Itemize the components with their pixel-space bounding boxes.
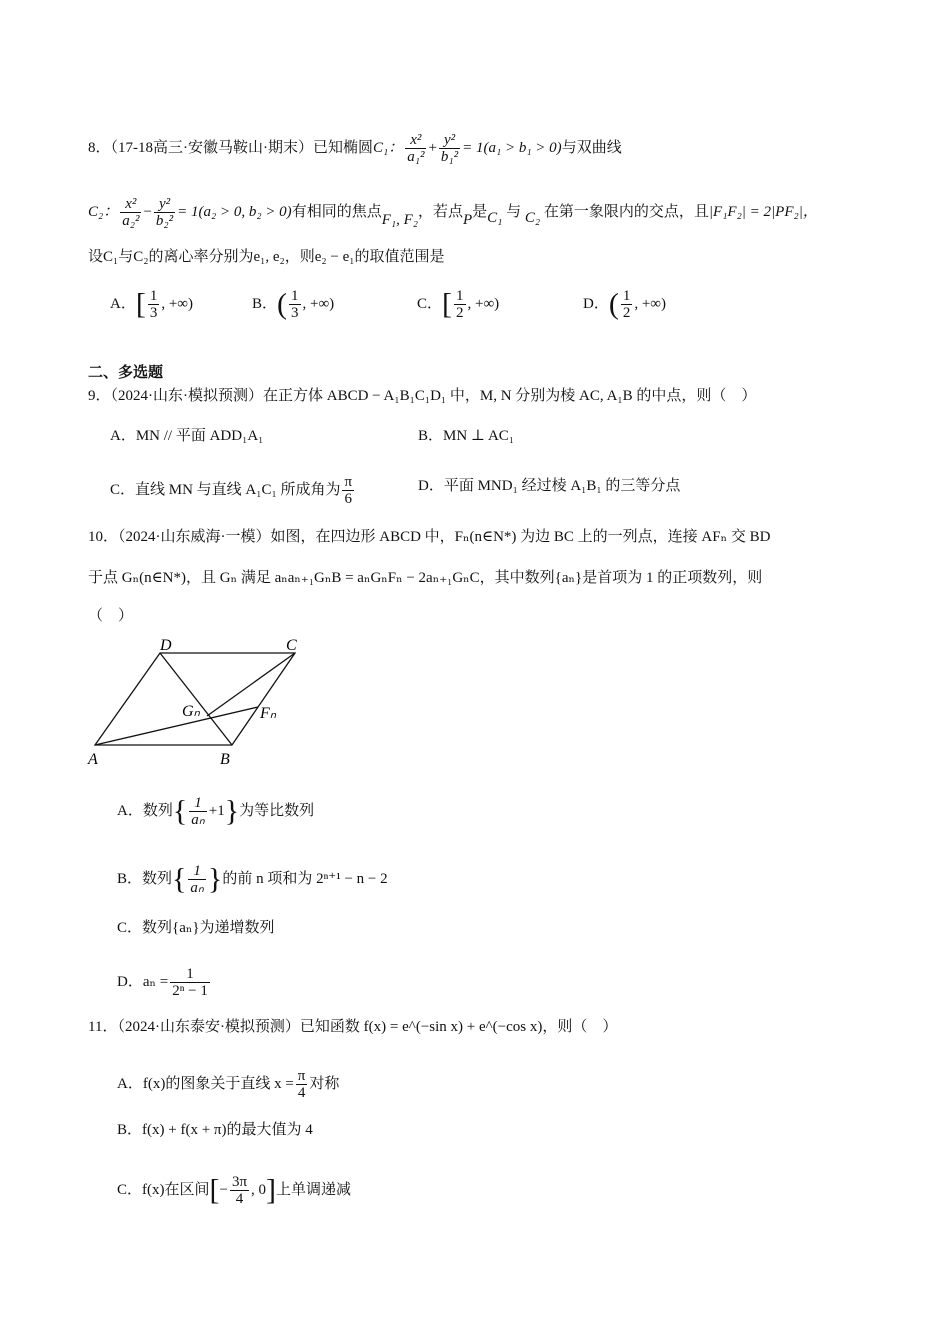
c2-label: C₂： [88,203,119,220]
label: D． [583,295,609,312]
text: 与 [506,203,522,220]
fraction [170,966,210,999]
q10-option-c[interactable]: C．数列{aₙ}为递增数列 [117,920,275,936]
den: 2 [456,305,464,321]
text: +1 [208,802,225,819]
num: y² [154,196,175,213]
q8-line3: 设C₁与C₂的离心率分别为e₁, e₂，则e₂ − e₁的取值范围是 [88,249,445,265]
num: y² [439,132,460,149]
q9-stem: 9．（2024·山东·模拟预测）在正方体 ABCD − A₁B₁C₁D₁ 中，M, N 分别为棱 AC, A₁B 的中点，则（ ） [88,388,757,404]
q11-option-b[interactable]: B．f(x) + f(x + π)的最大值为 4 [117,1122,313,1138]
point-p: P [462,211,473,228]
q10-option-a[interactable]: A．数列{ $\frac{1}{\text{aₙ}}$ +1}为等比数列 [117,794,315,828]
fraction [405,132,426,165]
num: x² [120,196,141,213]
num: π [297,1068,306,1084]
q10-option-d[interactable] [117,966,212,999]
den: b₂² [155,213,174,229]
num: 1 [291,288,299,304]
fraction [188,863,205,896]
q10-option-b[interactable]: B．数列{ $\frac{1}{\text{aₙ}}$ }的前 n 项和为 2ⁿ⁺¹ − n − 2 [117,862,388,896]
text: A．数列 [117,802,173,819]
den: b₁² [440,149,459,165]
fraction [342,474,354,507]
den: a₂² [122,213,140,229]
num: 1 [170,966,210,983]
q11-option-c[interactable]: C．f(x)在区间[− $\frac{3\pi}{4}$ , 0]上单调递减 [117,1173,352,1207]
tail: , +∞) [634,295,666,312]
num: π [344,474,353,490]
text: 在第一象限内的交点，且 [543,203,709,220]
text: ，若点 [417,203,463,220]
label-fn: Fₙ [260,705,277,722]
label-c: C [286,637,297,654]
den: 3 [291,305,299,321]
c1: C₁ [487,209,503,226]
option-b[interactable] [252,288,334,321]
den: 2 [622,305,631,321]
fraction [289,288,301,321]
label: C． [417,295,443,312]
line-gnc [207,653,295,716]
q11-stem: 11．（2024·山东泰安·模拟预测）已知函数 f(x) = e^(−sin x) + e^(−cos x)，则（ ） [88,1019,618,1035]
label-b: B [220,751,230,768]
q9-option-d[interactable]: D．平面 MND₁ 经过棱 A₁B₁ 的三等分点 [418,478,681,494]
q10-stem-1: 10．（2024·山东威海·一模）如图，在四边形 ABCD 中，Fₙ(n∈N*) 为边 BC 上的一列点，连接 AFₙ 交 BD [88,529,771,545]
den: aₙ [191,812,205,828]
q10-stem-3: （ ） [88,608,134,624]
text: 有相同的焦点 [291,203,382,220]
fraction [230,1174,249,1207]
label-gn: Gₙ [182,703,200,720]
den: 4 [297,1085,306,1101]
c2: C₂ [524,209,541,226]
bracket: [ [442,287,453,321]
q8-line1: 8．（17-18高三·安徽马鞍山·期末）已知椭圆C₁： $\frac{\text{x²}}{\text{a₁²}}$ + $\frac{\text{y²}}{\text{b₁²}}$ = 1(a₁ > b₁ > 0)与双曲线 [88,132,622,165]
c1-condition: = 1(a₁ > b₁ > 0) [462,139,562,156]
text: C．f(x)在区间 [117,1181,210,1198]
num: 1 [188,863,205,880]
text: A．f(x)的图象关于直线 x = [117,1075,294,1092]
tail: , +∞) [302,295,335,312]
label-d: D [160,637,172,654]
fraction [154,196,175,229]
option-a[interactable] [110,288,193,321]
fraction [189,795,206,828]
label: A． [110,295,136,312]
den: aₙ [190,880,204,896]
label-a: A [88,751,98,768]
quadrilateral-abcd [95,653,295,745]
num: 1 [456,288,464,304]
c1-label: C₁： [373,139,404,156]
q8-stem: 8．（17-18高三·安徽马鞍山·期末）已知椭圆 [88,139,373,156]
bracket: [ [135,287,146,321]
text: C．直线 MN 与直线 A₁C₁ 所成角为 [110,481,341,498]
fraction [454,288,466,321]
option-c[interactable] [417,288,499,321]
fraction [120,196,141,229]
line-afn [95,707,258,745]
den: 6 [344,491,353,507]
quadrilateral-figure [80,630,320,770]
num: 1 [189,795,206,812]
q9-option-a[interactable]: A．MN // 平面 ADD₁A₁ [110,428,264,444]
q9-option-c[interactable] [110,474,356,507]
num: 1 [149,288,158,304]
text: 为等比数列 [239,802,315,819]
foci: F₁, F₂ [381,211,418,228]
q11-option-a[interactable] [117,1068,339,1101]
fraction [621,288,633,321]
q8-line2: C₂： $\frac{\text{x²}}{\text{a₂²}}$ − $\frac{\text{y²}}{\text{b₂²}}$ = 1(a₂ > 0, b₂ > 0)有相同的焦点F₁, F₂，若点P是C₁ 与 C₂ 在第一象限内的交点，且|F₁F₂| = 2|PF₂|， [88,196,818,229]
line-bd [160,653,232,745]
num: 3π [231,1174,248,1190]
fraction [148,288,160,321]
tail: , +∞) [467,295,500,312]
num: x² [405,132,426,149]
option-d[interactable] [583,288,666,321]
fraction [296,1068,308,1101]
den: 2ⁿ − 1 [172,983,208,999]
tail: , +∞) [161,295,193,312]
text: 的前 n 项和为 2ⁿ⁺¹ − n − 2 [222,870,388,887]
fraction [439,132,460,165]
q8-stem-end: 与双曲线 [561,139,622,156]
text: 上单调递减 [276,1181,352,1198]
q10-stem-2: 于点 Gₙ(n∈N*)，且 Gₙ 满足 aₙaₙ₊₁GₙB = aₙGₙFₙ − 2aₙ₊₁GₙC，其中数列{aₙ}是首项为 1 的正项数列，则 [88,570,763,586]
den: 4 [235,1191,244,1207]
c2-condition: = 1(a₂ > 0, b₂ > 0) [177,203,292,220]
bracket: ( [608,287,619,321]
bracket: ( [277,287,288,321]
label: B． [252,295,278,312]
den: 3 [149,305,158,321]
text: 是 [472,203,488,220]
text: D．aₙ = [117,973,169,990]
num: 1 [622,288,631,304]
q9-option-b[interactable]: B．MN ⊥ AC₁ [418,428,515,444]
text: B．数列 [117,870,173,887]
condition: |F₁F₂| = 2|PF₂|， [708,203,818,220]
text: 对称 [309,1075,340,1092]
den: a₁² [407,149,425,165]
section-heading: 二、多选题 [88,363,164,381]
